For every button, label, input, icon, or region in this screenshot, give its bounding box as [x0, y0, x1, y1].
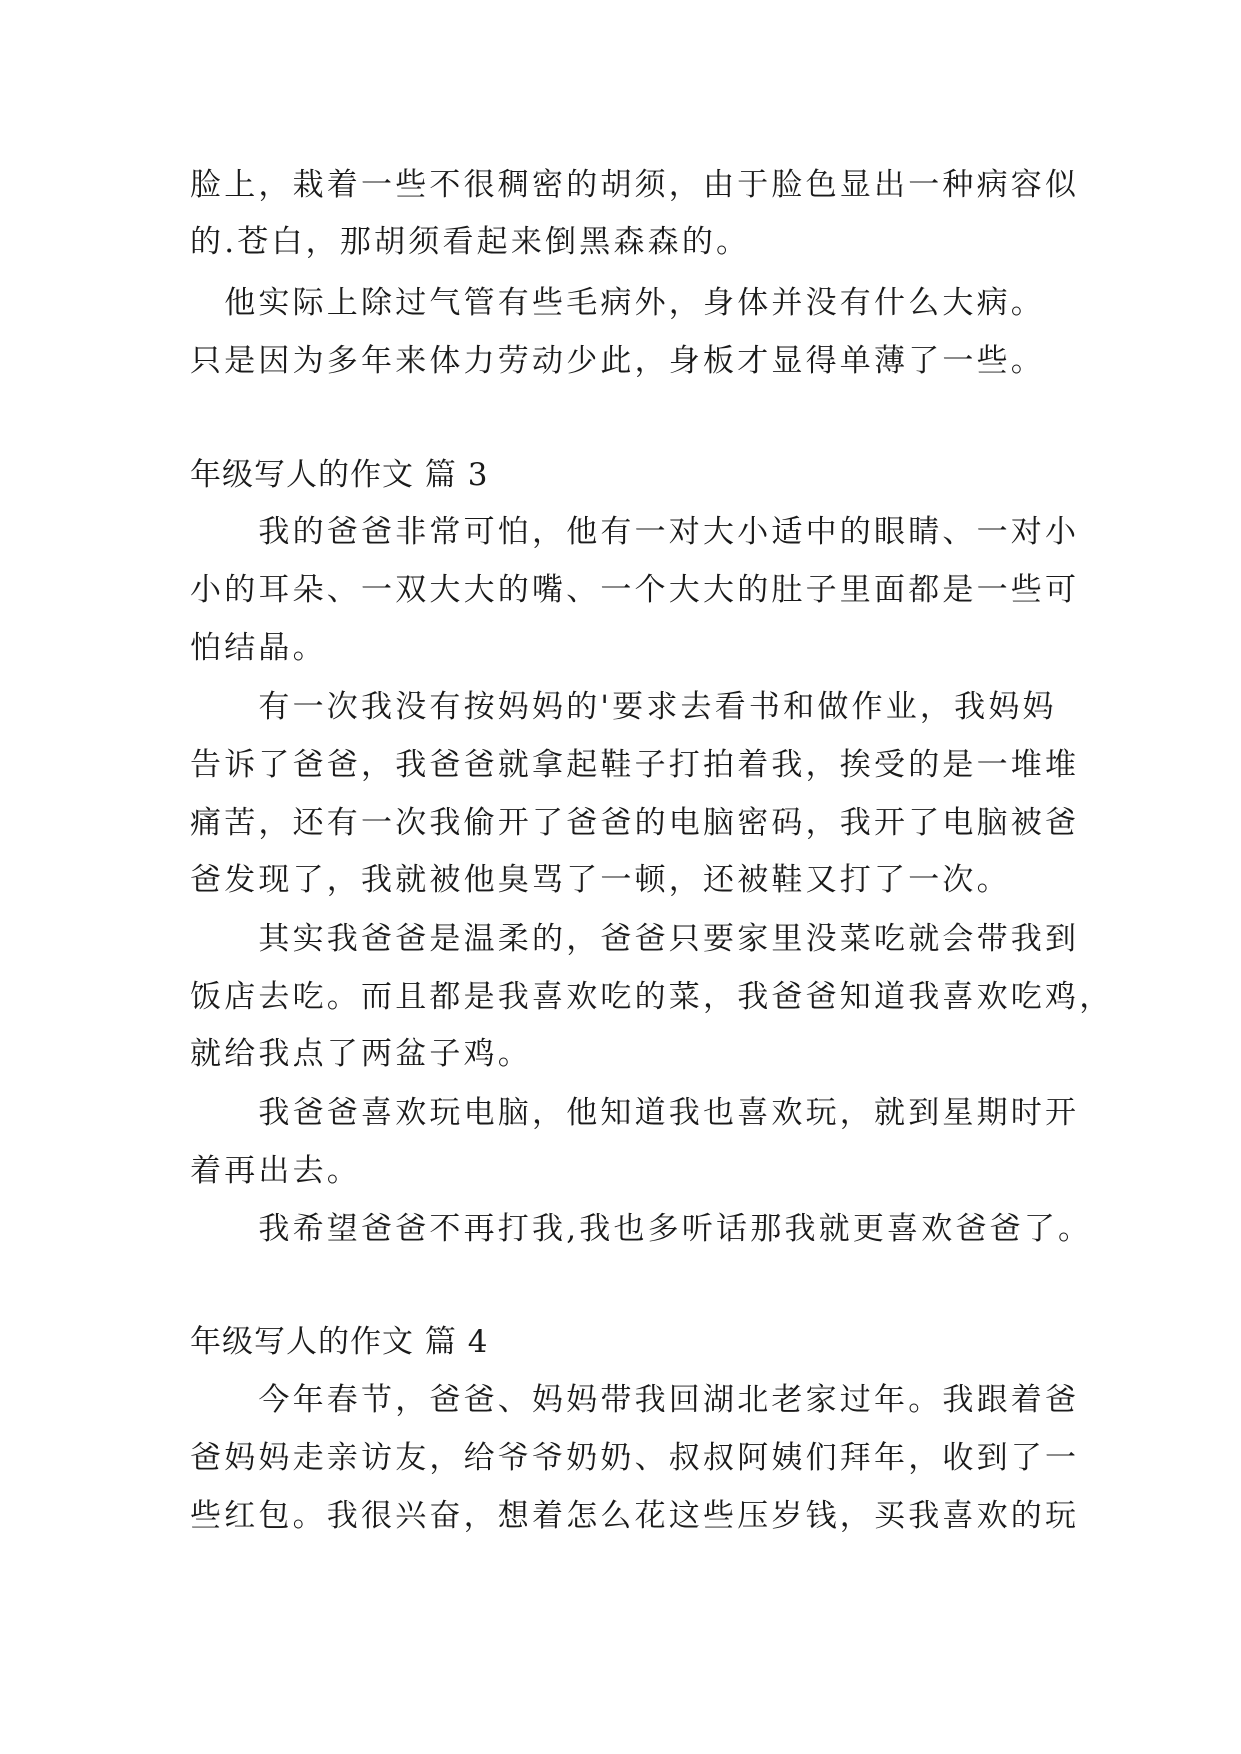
paragraph-line: 些红包。我很兴奋，想着怎么花这些压岁钱，买我喜欢的玩	[190, 1498, 1080, 1534]
paragraph-line: 今年春节，爸爸、妈妈带我回湖北老家过年。我跟着爸	[190, 1382, 1080, 1418]
paragraph-line: 爸妈妈走亲访友，给爷爷奶奶、叔叔阿姨们拜年，收到了一	[190, 1440, 1080, 1476]
paragraph-line: 饭店去吃。而且都是我喜欢吃的菜，我爸爸知道我喜欢吃鸡，	[190, 979, 1114, 1015]
paragraph-line: 我爸爸喜欢玩电脑，他知道我也喜欢玩，就到星期时开	[190, 1095, 1080, 1131]
paragraph-line: 脸上，栽着一些不很稠密的胡须，由于脸色显出一种病容似	[190, 167, 1080, 203]
paragraph-line: 着再出去。	[190, 1153, 361, 1189]
paragraph-line: 就给我点了两盆子鸡。	[190, 1036, 532, 1072]
section-heading: 年级写人的作文 篇 3	[190, 457, 489, 493]
paragraph-line: 怕结晶。	[190, 630, 327, 666]
paragraph-line: 只是因为多年来体力劳动少此，身板才显得单薄了一些。	[190, 343, 1045, 379]
paragraph-line: 痛苦，还有一次我偷开了爸爸的电脑密码，我开了电脑被爸	[190, 805, 1080, 841]
paragraph-line: 爸发现了，我就被他臭骂了一顿，还被鞋又打了一次。	[190, 862, 1011, 898]
paragraph-line: 我希望爸爸不再打我,我也多听话那我就更喜欢爸爸了。	[190, 1211, 1093, 1247]
paragraph-line: 他实际上除过气管有些毛病外，身体并没有什么大病。	[190, 285, 1045, 321]
paragraph-line: 的.苍白，那胡须看起来倒黑森森的。	[190, 224, 751, 260]
paragraph-line: 小的耳朵、一双大大的嘴、一个大大的肚子里面都是一些可	[190, 572, 1080, 608]
paragraph-line: 其实我爸爸是温柔的，爸爸只要家里没菜吃就会带我到	[190, 921, 1080, 957]
section-heading: 年级写人的作文 篇 4	[190, 1324, 489, 1360]
paragraph-line: 我的爸爸非常可怕，他有一对大小适中的眼睛、一对小	[190, 514, 1080, 550]
paragraph-line: 有一次我没有按妈妈的'要求去看书和做作业，我妈妈	[190, 689, 1057, 725]
paragraph-line: 告诉了爸爸，我爸爸就拿起鞋子打拍着我，挨受的是一堆堆	[190, 747, 1080, 783]
